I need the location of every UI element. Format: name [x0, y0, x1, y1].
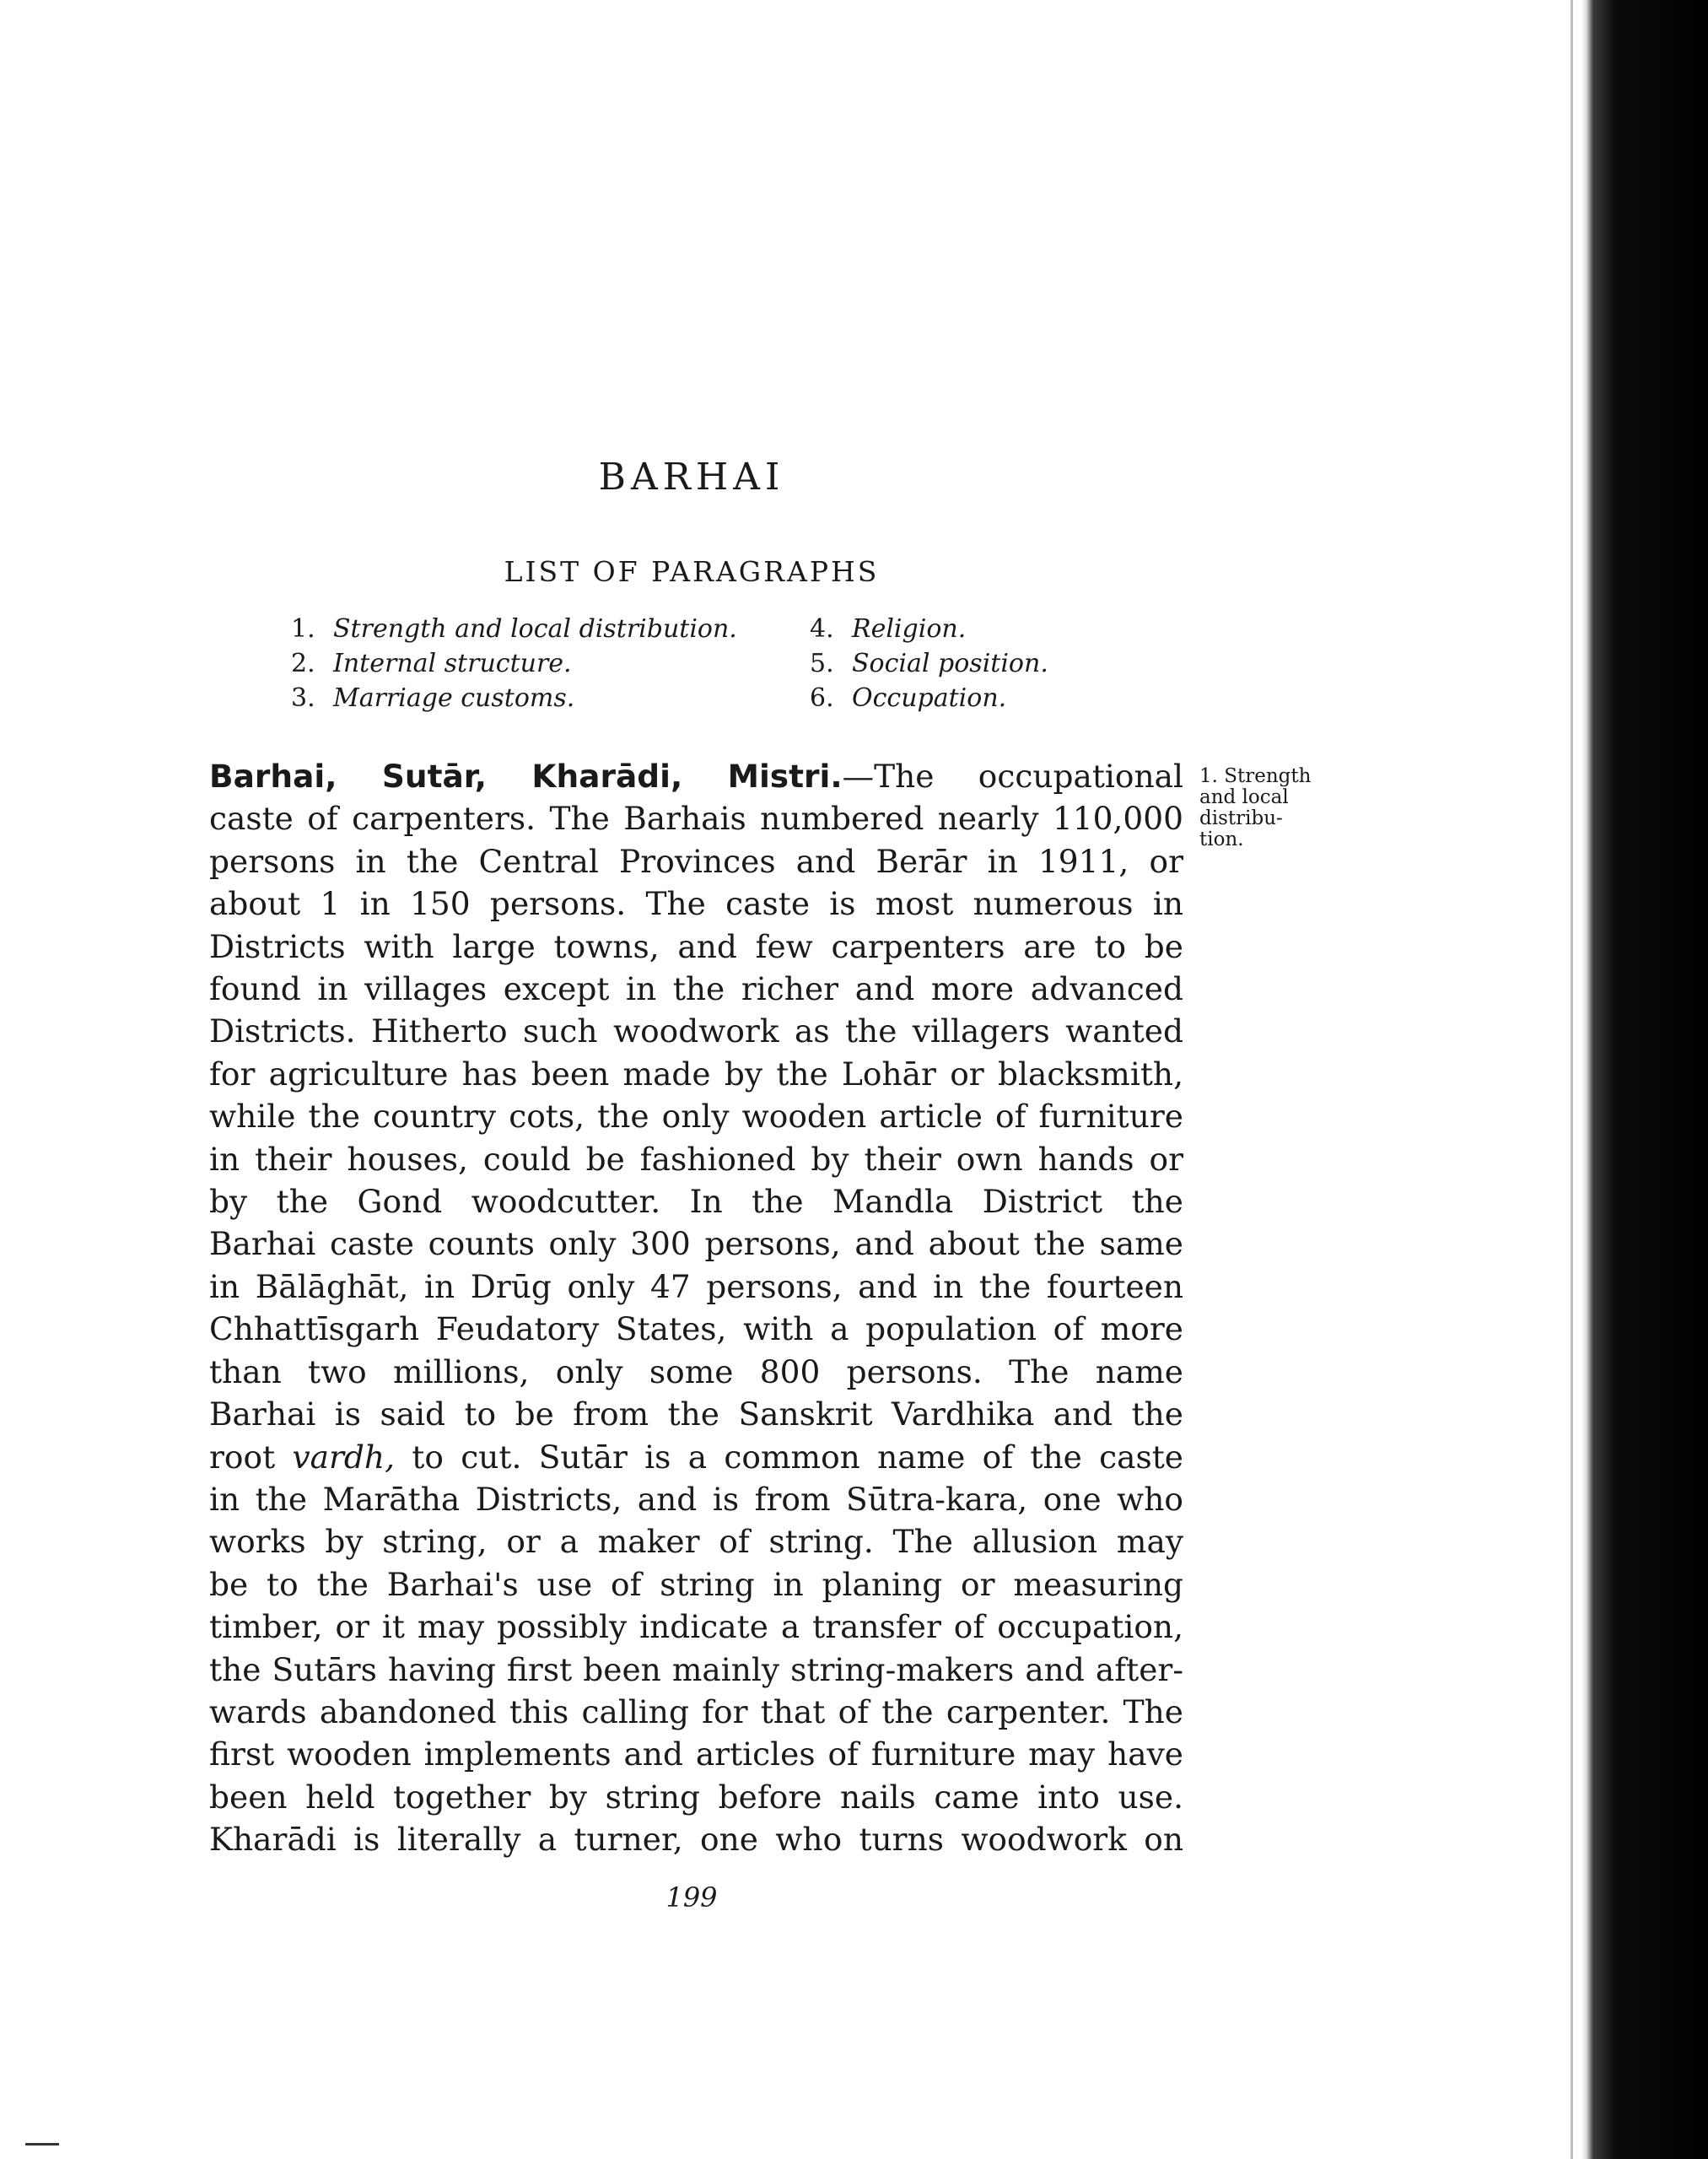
toc-item: [291, 612, 737, 646]
text-line: been held together by string before nails came into use.: [209, 1778, 1183, 1816]
text-line: in the Marātha Districts, and is from Sūtra-kara, one who: [209, 1480, 1183, 1518]
toc-item: [810, 681, 1048, 715]
text-fragment: —The occupational: [842, 758, 1183, 795]
text-line: Districts. Hitherto such woodwork as the villagers wanted: [209, 1012, 1183, 1050]
text-line: by the Gond woodcutter. In the Mandla District the: [209, 1183, 1183, 1221]
text-line: for agriculture has been made by the Lohār or blacksmith,: [209, 1055, 1183, 1093]
text-line: wards abandoned this calling for that of the carpenter. The: [209, 1692, 1183, 1730]
text-line: caste of carpenters. The Barhais numbered nearly 110,000: [209, 800, 1183, 838]
toc-left-column: [291, 612, 737, 715]
text-line: about 1 in 150 persons. The caste is most numerous in: [209, 885, 1183, 923]
list-of-paragraphs-heading: LIST OF PARAGRAPHS: [504, 555, 880, 588]
lead-terms: Barhai, Sutār, Kharādi, Mistri.: [209, 758, 843, 795]
text-fragment: root: [209, 1438, 293, 1476]
toc-item: [291, 681, 737, 715]
text-line: [209, 1436, 1183, 1478]
text-line: in their houses, could be fashioned by their own hands or: [209, 1140, 1183, 1178]
text-line: Districts with large towns, and few carpenters are to be: [209, 927, 1183, 965]
text-line: while the country cots, the only wooden article of furniture: [209, 1098, 1183, 1136]
marginal-note-line: tion.: [1199, 829, 1244, 850]
marginal-note-line: and local: [1199, 786, 1289, 808]
text-line: Barhai is said to be from the Sanskrit Vardhika and the: [209, 1395, 1183, 1433]
scan-edge-shadow: [1581, 0, 1708, 2159]
text-line: found in villages except in the richer and more advanced: [209, 970, 1183, 1008]
text-line: persons in the Central Provinces and Berār in 1911, or: [209, 842, 1183, 880]
text-line: than two millions, only some 800 persons. The name: [209, 1352, 1183, 1390]
text-line: Chhattīsgarh Feudatory States, with a population of more: [209, 1310, 1183, 1348]
page-number: 199: [665, 1881, 718, 1913]
text-line: timber, or it may possibly indicate a transfer of occupation,: [209, 1608, 1183, 1646]
italic-term: vardh,: [292, 1438, 395, 1476]
scan-edge-line: [1571, 0, 1573, 2159]
text-line: works by string, or a maker of string. The allusion may: [209, 1523, 1183, 1561]
text-line: the Sutārs having first been mainly string-makers and after-: [209, 1650, 1183, 1688]
toc-right-column: [810, 612, 1048, 715]
text-line: in Bālāghāt, in Drūg only 47 persons, and in the fourteen: [209, 1267, 1183, 1305]
marginal-note-line: distribu-: [1199, 807, 1283, 829]
text-fragment: to cut. Sutār is a common name of the caste: [395, 1438, 1183, 1476]
text-line: Kharādi is literally a turner, one who turns woodwork on: [209, 1821, 1183, 1859]
scan-corner-mark: [25, 2143, 59, 2146]
marginal-note: [1199, 766, 1334, 850]
toc-item: [291, 646, 737, 681]
toc-item: [810, 612, 1048, 646]
toc-item-number: 2.: [291, 649, 315, 678]
toc-item-number: 4.: [810, 614, 834, 644]
toc-item-number: 5.: [810, 649, 834, 678]
marginal-note-line: 1. Strength: [1199, 765, 1312, 787]
toc-item-text: Strength and local distribution.: [333, 614, 737, 644]
paragraph-body: [209, 755, 1183, 1861]
toc-item-text: Social position.: [852, 649, 1048, 678]
text-line: be to the Barhai's use of string in planing or measuring: [209, 1565, 1183, 1603]
text-line: first wooden implements and articles of furniture may have: [209, 1735, 1183, 1773]
toc-item-number: 1.: [291, 614, 315, 644]
toc-item-text: Marriage customs.: [333, 683, 575, 713]
text-line: [209, 755, 1183, 797]
toc-item-text: Occupation.: [852, 683, 1007, 713]
text-line: Barhai caste counts only 300 persons, and about the same: [209, 1225, 1183, 1263]
toc-item-text: Internal structure.: [333, 649, 572, 678]
toc-item: [810, 646, 1048, 681]
toc-item-text: Religion.: [852, 614, 967, 644]
toc-item-number: 6.: [810, 683, 834, 713]
chapter-title: BARHAI: [598, 456, 785, 499]
toc-item-number: 3.: [291, 683, 315, 713]
